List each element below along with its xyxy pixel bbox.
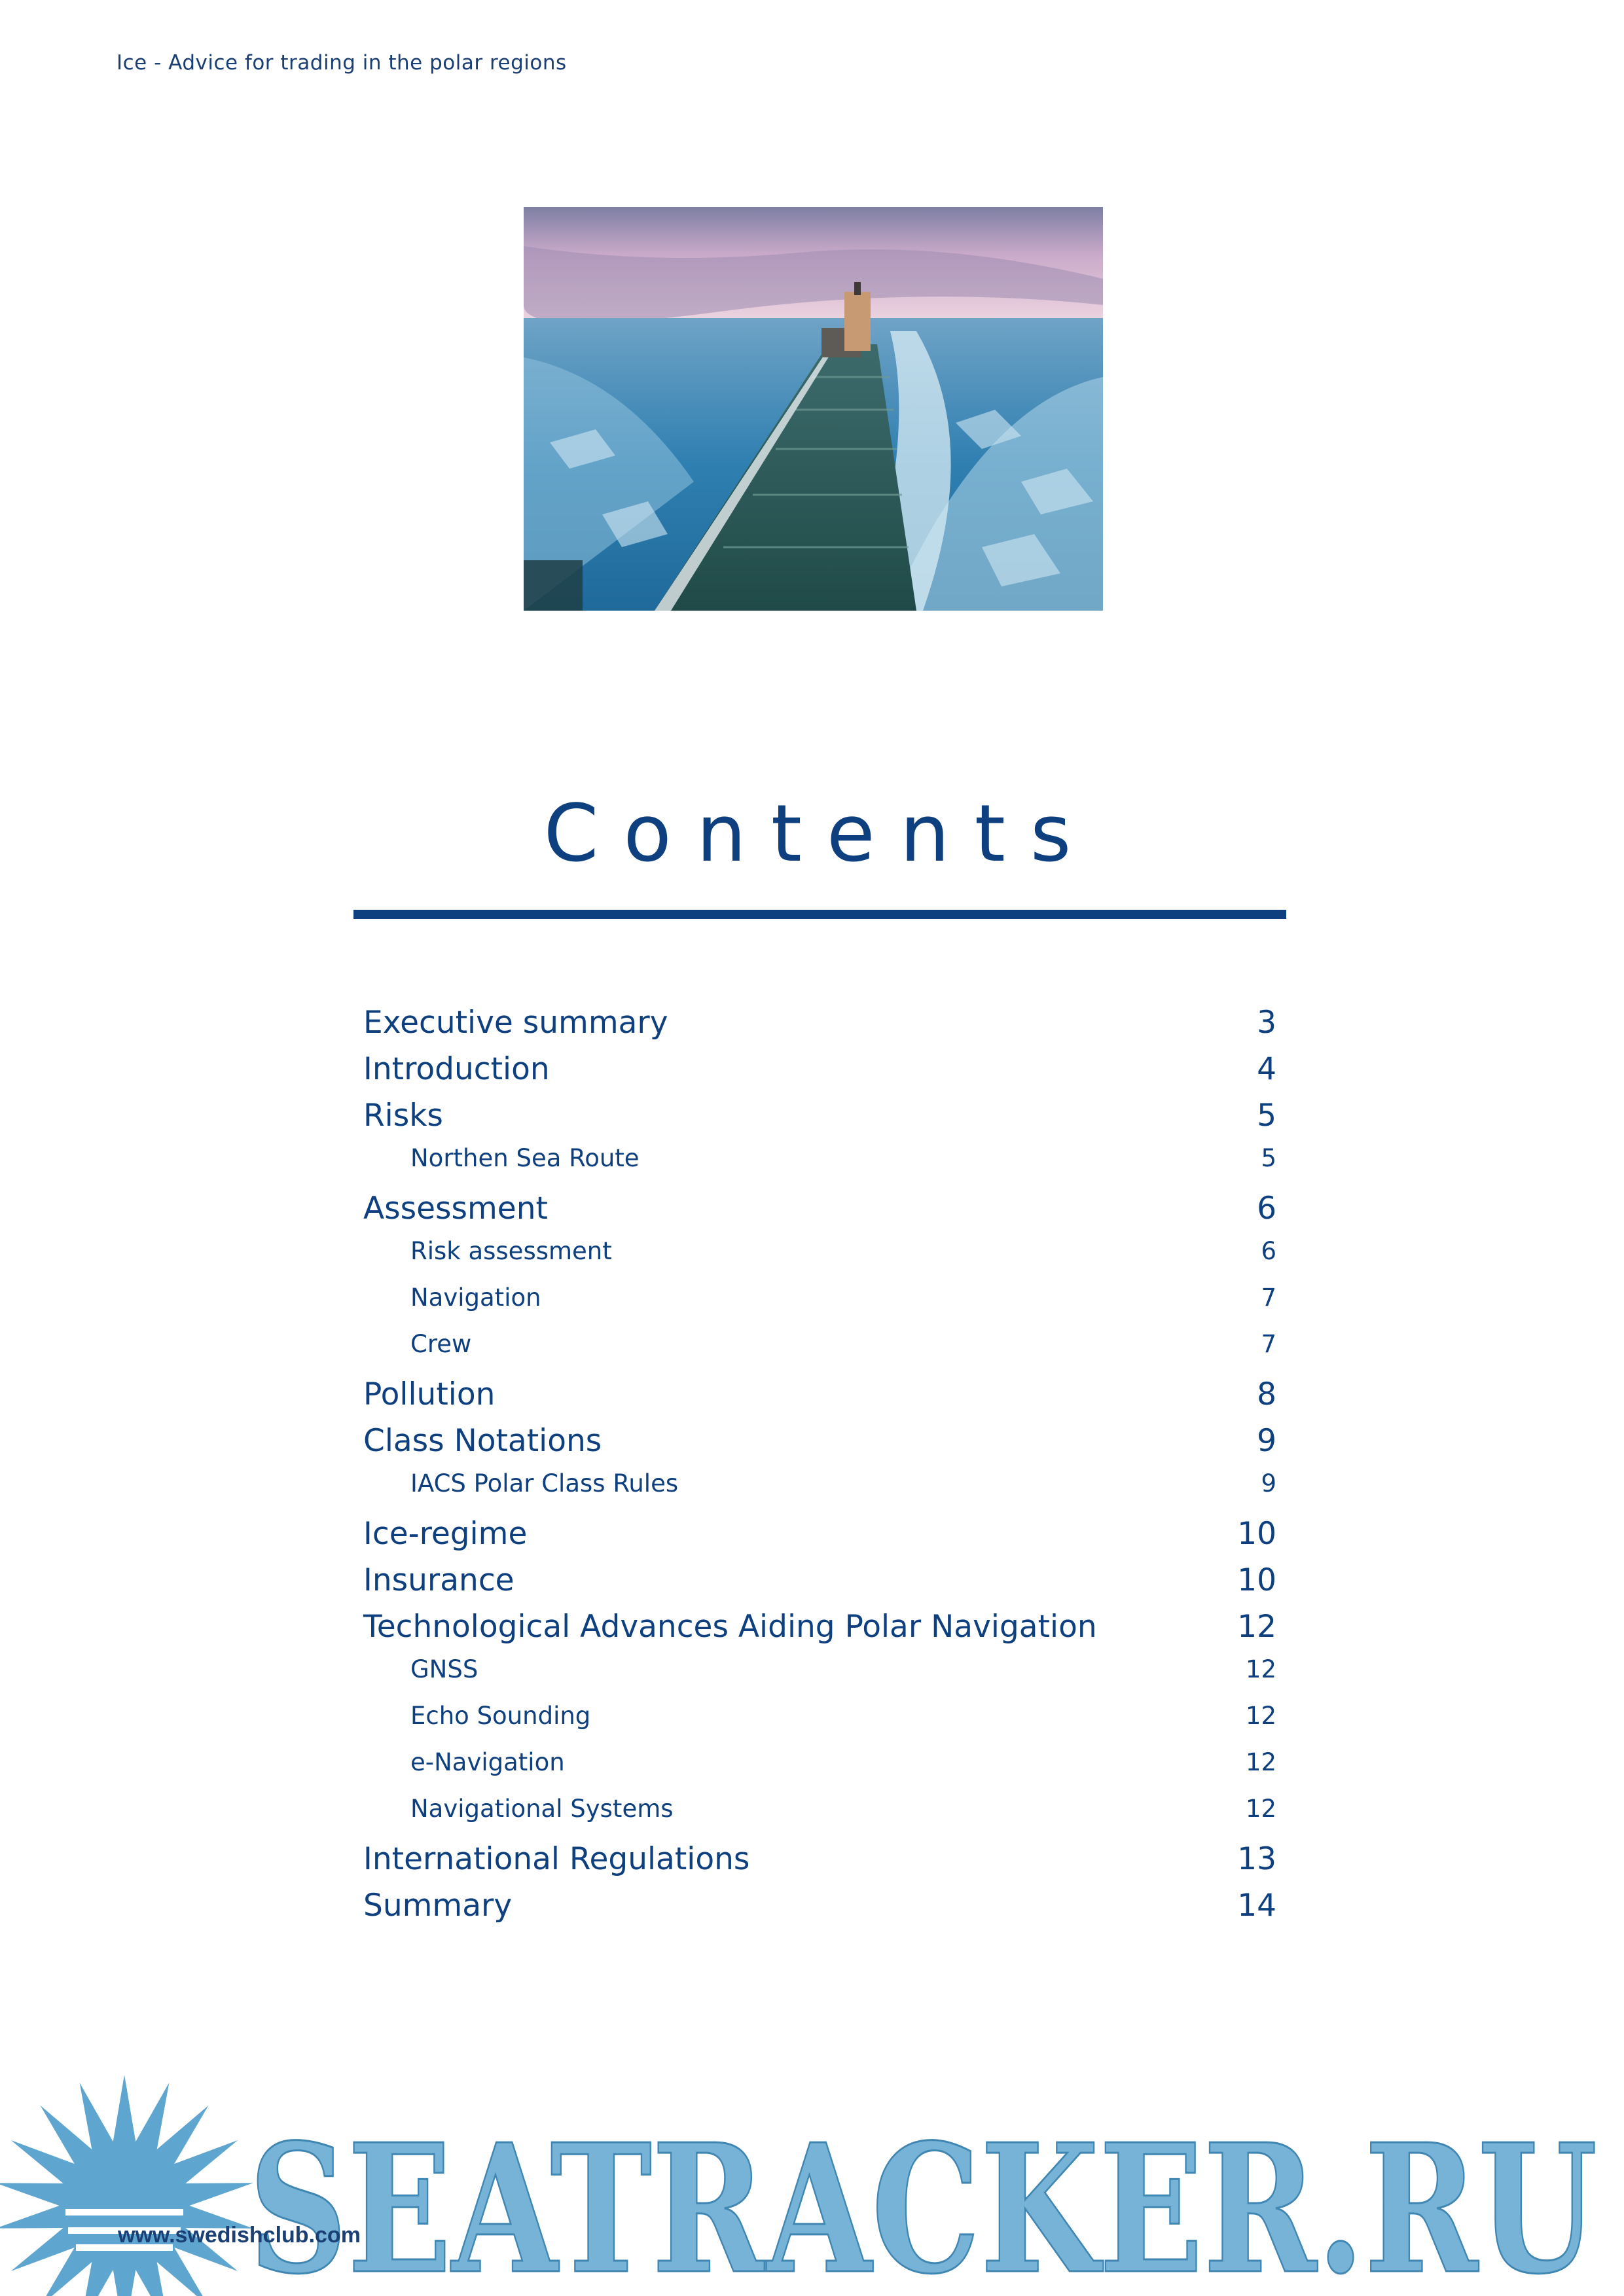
footer-url: www.swedishclub.com [118,2223,361,2248]
toc-entry [363,1330,1276,1376]
toc-entry-label: Technological Advances Aiding Polar Navigation [363,1609,1097,1645]
toc-entry [363,1051,1276,1098]
watermark-text: SEATRACKER.RU [249,2105,1597,2296]
toc-entry [363,1144,1276,1191]
sun-logo-icon [0,2075,256,2296]
toc-entry-label: Pollution [363,1376,496,1412]
toc-entry-label: Echo Sounding [410,1702,591,1730]
toc-entry-label: Summary [363,1888,513,1924]
toc-entry [363,1469,1276,1516]
toc-entry-page: 7 [1261,1330,1276,1358]
toc-entry [363,1237,1276,1283]
toc-entry-page: 10 [1237,1562,1276,1598]
toc-entry-label: Northen Sea Route [410,1144,640,1172]
toc-entry-page: 6 [1257,1191,1276,1227]
toc-entry [363,1655,1276,1702]
toc-entry-page: 9 [1261,1469,1276,1498]
toc-entry [363,1376,1276,1423]
toc-entry [363,1283,1276,1330]
running-header: Ice - Advice for trading in the polar regions [117,51,567,75]
toc-entry-label: Introduction [363,1051,550,1087]
toc-entry-label: e-Navigation [410,1748,565,1776]
toc-entry-page: 5 [1257,1098,1276,1134]
toc-entry-label: Risk assessment [410,1237,612,1265]
toc-entry-page: 6 [1261,1237,1276,1265]
toc-entry [363,1748,1276,1795]
page-title: Contents [543,789,1096,880]
toc-entry-label: Navigation [410,1283,541,1312]
toc-entry-label: IACS Polar Class Rules [410,1469,679,1498]
toc-entry [363,1795,1276,1841]
toc-entry-page: 9 [1257,1423,1276,1459]
table-of-contents [363,1005,1276,1934]
toc-entry-label: Assessment [363,1191,548,1227]
toc-entry [363,1516,1276,1562]
toc-entry-label: Ice-regime [363,1516,528,1552]
toc-entry-label: Crew [410,1330,472,1358]
toc-entry-page: 7 [1261,1283,1276,1312]
toc-entry [363,1098,1276,1144]
toc-entry-page: 8 [1257,1376,1276,1412]
toc-entry-page: 5 [1261,1144,1276,1172]
toc-entry-label: Risks [363,1098,443,1134]
toc-entry-page: 12 [1245,1655,1276,1683]
toc-entry [363,1888,1276,1934]
toc-entry-page: 13 [1237,1841,1276,1877]
toc-entry [363,1609,1276,1655]
toc-entry-label: International Regulations [363,1841,750,1877]
toc-entry-page: 4 [1257,1051,1276,1087]
toc-entry [363,1191,1276,1237]
toc-entry-label: Navigational Systems [410,1795,674,1823]
toc-entry-label: GNSS [410,1655,478,1683]
toc-entry-page: 12 [1245,1748,1276,1776]
toc-entry-page: 12 [1245,1702,1276,1730]
toc-entry-label: Class Notations [363,1423,602,1459]
toc-entry-page: 3 [1257,1005,1276,1041]
toc-entry-page: 12 [1237,1609,1276,1645]
toc-entry-page: 14 [1237,1888,1276,1924]
toc-entry [363,1005,1276,1051]
toc-entry [363,1562,1276,1609]
footer-watermark-band [0,2055,1624,2296]
icebreaker-ship-photo [524,207,1103,611]
toc-entry-label: Executive summary [363,1005,668,1041]
toc-entry-label: Insurance [363,1562,514,1598]
toc-entry-page: 10 [1237,1516,1276,1552]
toc-entry-page: 12 [1245,1795,1276,1823]
toc-entry [363,1702,1276,1748]
title-divider [353,910,1286,919]
toc-entry [363,1423,1276,1469]
toc-entry [363,1841,1276,1888]
